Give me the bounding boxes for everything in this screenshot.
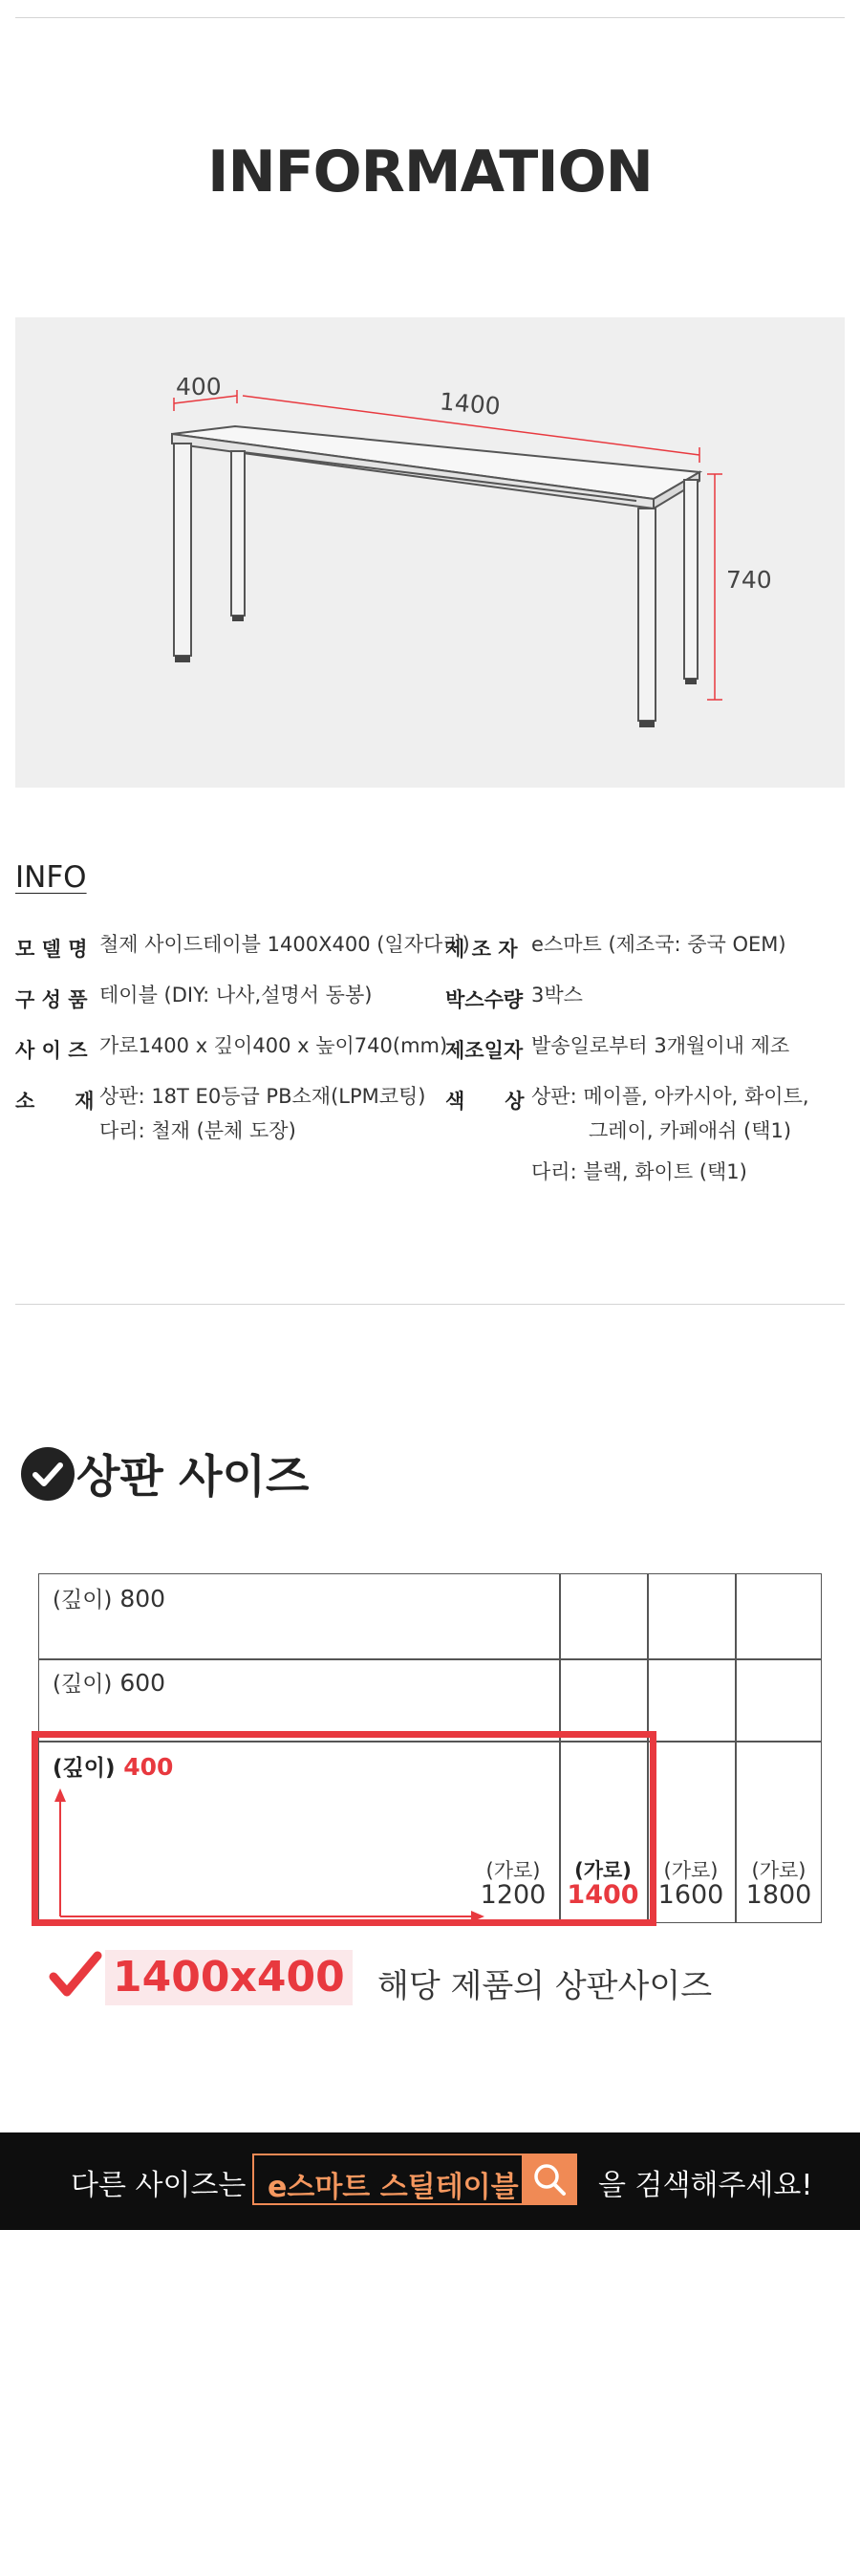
width-dimension: 1400 <box>438 387 502 421</box>
selected-size-highlight <box>32 1731 656 1926</box>
spec-label-boxes: 박스수량 <box>445 988 524 1011</box>
check-circle-icon <box>21 1447 75 1501</box>
section-divider <box>15 1304 845 1305</box>
depth-dimension: 400 <box>176 373 222 400</box>
selected-size-caption: 해당 제품의 상판사이즈 <box>377 1967 713 2005</box>
depth-value: 800 <box>119 1585 166 1613</box>
width-prefix: (가로) <box>485 1859 541 1882</box>
depth-prefix: (깊이) <box>53 1756 116 1781</box>
search-icon[interactable] <box>522 2154 577 2205</box>
depth-row-600 <box>53 1666 165 1698</box>
depth-value-selected: 400 <box>123 1753 174 1781</box>
table-drawing <box>15 317 845 788</box>
width-prefix: (가로) <box>751 1859 806 1882</box>
spec-value-components: 테이블 (DIY: 나사,설명서 동봉) <box>99 984 373 1007</box>
spec-value-maker: e스마트 (제조국: 중국 OEM) <box>531 933 786 956</box>
spec-label-mfg-date: 제조일자 <box>445 1039 524 1062</box>
top-divider <box>15 17 845 18</box>
spec-value-mfg-date: 발송일로부터 3개월이내 제조 <box>531 1034 790 1057</box>
depth-prefix: (깊이) <box>53 1672 113 1697</box>
depth-value: 600 <box>119 1669 166 1697</box>
spec-value-material-top: 상판: 18T E0등급 PB소재(LPM코팅) <box>99 1085 426 1108</box>
spec-value-color-top: 상판: 메이플, 아카시아, 화이트, <box>531 1085 809 1108</box>
product-diagram <box>15 317 845 788</box>
spec-label-color: 색 상 <box>445 1090 525 1113</box>
spec-value-color-top-cont: 그레이, 카페애쉬 (택1) <box>589 1119 792 1142</box>
banner-prefix: 다른 사이즈는 <box>71 2169 247 2202</box>
banner-search-box[interactable] <box>252 2154 524 2205</box>
selected-size-value: 1400x400 <box>105 1950 353 2005</box>
width-value-1600: 1600 <box>657 1880 724 1910</box>
spec-value-material-leg: 다리: 철재 (분체 도장) <box>99 1119 296 1142</box>
depth-row-800 <box>53 1582 165 1613</box>
height-dimension: 740 <box>726 566 772 594</box>
red-check-icon <box>48 1950 105 2002</box>
table-row-divider <box>39 1658 821 1660</box>
banner-search-keyword: e스마트 스틸테이블 <box>268 2171 519 2204</box>
width-value-1200: 1200 <box>480 1880 547 1910</box>
width-prefix: (가로) <box>663 1859 719 1882</box>
width-value-1400: 1400 <box>567 1880 639 1910</box>
width-prefix-selected: (가로) <box>574 1859 632 1882</box>
spec-label-model: 모 델 명 <box>15 938 88 961</box>
page-title: INFORMATION <box>207 139 653 206</box>
spec-value-model: 철제 사이드테이블 1400X400 (일자다리) <box>99 933 470 956</box>
width-value-1800: 1800 <box>745 1880 812 1910</box>
size-section-title: 상판 사이즈 <box>76 1451 310 1504</box>
info-heading: INFO <box>15 860 87 895</box>
spec-value-color-leg: 다리: 블랙, 화이트 (택1) <box>531 1160 747 1183</box>
spec-value-boxes: 3박스 <box>531 984 583 1007</box>
search-banner <box>0 2132 860 2230</box>
spec-label-maker: 제 조 자 <box>445 938 518 961</box>
spec-label-size: 사 이 즈 <box>15 1039 88 1062</box>
depth-prefix: (깊이) <box>53 1588 113 1613</box>
banner-suffix: 을 검색해주세요! <box>598 2169 813 2202</box>
spec-label-components: 구 성 품 <box>15 988 88 1011</box>
spec-label-material: 소 재 <box>15 1090 95 1113</box>
spec-value-size: 가로1400 x 깊이400 x 높이740(mm) <box>99 1034 448 1057</box>
